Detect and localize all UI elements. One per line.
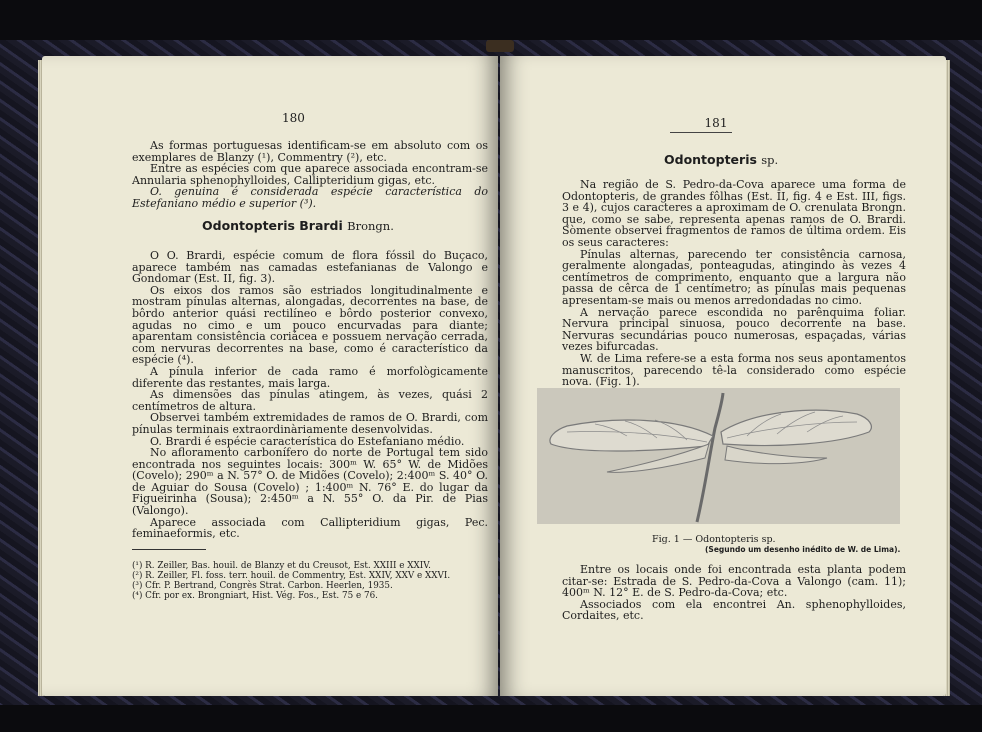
paragraph: No afloramento carbonífero do norte de Portugal tem sido encontrada nos seguintes locais: 300ᵐ W. 65° W. de Midões (Covelo); 290ᵐ a N. 57° O. de Midões (Covelo); 2:400ᵐ S. 40° O. de Aguiar do Sousa (Covelo) ; 1:400ᵐ N. 76° E. do lugar da Figueirinha (Sousa); 2:450ᵐ a N. 55° O. da Pir. de Pias (Valongo). (132, 446, 488, 518)
paragraph: Pínulas alternas, parecendo ter consistência carnosa, geralmente alongadas, ponteagudas, atingindo às vezes 4 centímetros de comprimento, enquanto que a largura não passa de cêrca de 1 centímetro; as pínulas mais pequenas apresentam-se mais ou menos arredondadas no cimo. (562, 247, 906, 307)
figure-credit: (Segundo um desenho inédito de W. de Lima). (705, 545, 901, 554)
paragraph: Observei também extremidades de ramos de O. Brardi, com pínulas terminais extraordinàriamente desenvolvidas. (132, 411, 488, 436)
footnote: (⁴) Cfr. por ex. Brongniart, Hist. Vég. Fos., Est. 75 e 76. (132, 591, 378, 601)
after-figure-text (562, 564, 906, 622)
section-heading (202, 218, 394, 233)
heading-author: sp. (761, 153, 779, 167)
leaf-figure (537, 388, 900, 524)
section-body (562, 179, 906, 388)
paragraph: O. Brardi é espécie característica do Estefaniano médio. (150, 434, 465, 448)
paragraph: As dimensões das pínulas atingem, às vezes, quási 2 centímetros de altura. (132, 388, 488, 413)
page-number: 181 (704, 116, 728, 130)
paragraph: Entre as espécies com que aparece associada encontram-se Annularia sphenophylloides, Callipteridium gigas, etc. (132, 162, 488, 187)
page-number-rule (670, 132, 732, 133)
paragraph: O. genuina é considerada espécie característica do Estefaniano médio e superior (³). (132, 185, 488, 210)
paragraph: Na região de S. Pedro-da-Cova aparece uma forma de Odontopteris, de grandes fôlhas (Est. II, fig. 4 e Est. III, figs. 3 e 4), cujos caracteres a aproximam de O. crenulata Brongn. que, como se sabe, representa apenas ramos de O. Brardi. Sòmente observei fragmentos de ramos de última ordem. Eis os seus caracteres: (562, 178, 906, 249)
heading-genus: Odontopteris Brardi (202, 218, 343, 233)
footnote-rule (132, 549, 206, 550)
paragraph: Aparece associada com Callipteridium gigas, Pec. feminaeformis, etc. (132, 515, 488, 541)
footnotes (132, 561, 488, 601)
section-body (132, 250, 488, 540)
heading-genus: Odontopteris (664, 152, 757, 167)
paragraph: O O. Brardi, espécie comum de flora fóssil do Buçaco, aparece também nas camadas estefanianas de Valongo e Gondomar (Est. II, fig. 3). (132, 249, 488, 286)
right-page (500, 56, 946, 696)
paragraph: W. de Lima refere-se a esta forma nos seus apontamentos manuscritos, parecendo tê-la considerado como espécie nova. (Fig. 1). (562, 351, 906, 389)
footnote: (²) R. Zeiller, Fl. foss. terr. houil. de Commentry, Est. XXIV, XXV e XXVI. (132, 571, 451, 581)
paragraph: As formas portuguesas identificam-se em absoluto com os exemplares de Blanzy (¹), Commentry (²), etc. (132, 139, 488, 164)
figure-caption: Fig. 1 — Odontopteris sp. (652, 534, 776, 545)
background-bottom (0, 705, 982, 732)
background-top (0, 0, 982, 40)
leaf-drawing (537, 388, 900, 524)
left-page (42, 56, 498, 696)
paragraph: A pínula inferior de cada ramo é morfològicamente diferente das restantes, mais larga. (132, 364, 488, 390)
footnote: (¹) R. Zeiller, Bas. houil. de Blanzy et du Creusot, Est. XXIII e XXIV. (132, 561, 431, 571)
page-number: 180 (282, 111, 305, 125)
paragraph: Associados com ela encontrei An. sphenophylloides, Cordaites, etc. (562, 597, 906, 623)
paragraph: Os eixos dos ramos são estriados longitudinalmente e mostram pínulas alternas, alongadas, decorrentes na base, de bôrdo anterior quási rectilíneo e bôrdo posterior convexo, agudas no cimo e um pouco encurvadas para diante; aparentam consistência coriácea e possuem nervação cerrada, com nervuras decorrentes na base, como é característico da espécie (⁴). (132, 283, 488, 367)
paragraph: A nervação parece escondida no parênquima foliar. Nervura principal sinuosa, pouco decorrente na base. Nervuras secundárias pouco numerosas, espaçadas, várias vezes bifurcadas. (562, 305, 906, 354)
section-heading (664, 152, 778, 167)
intro-text (132, 140, 488, 210)
heading-author: Brongn. (347, 219, 394, 233)
footnote: (³) Cfr. P. Bertrand, Congrès Strat. Carbon. Heerlen, 1935. (132, 581, 393, 591)
paragraph: Entre os locais onde foi encontrada esta planta podem citar-se: Estrada de S. Pedro-da-Cova a Valongo (cam. 11); 400ᵐ N. 12° E. de S. Pedro-da-Cova; etc. (562, 563, 906, 600)
book-spine (486, 40, 514, 52)
